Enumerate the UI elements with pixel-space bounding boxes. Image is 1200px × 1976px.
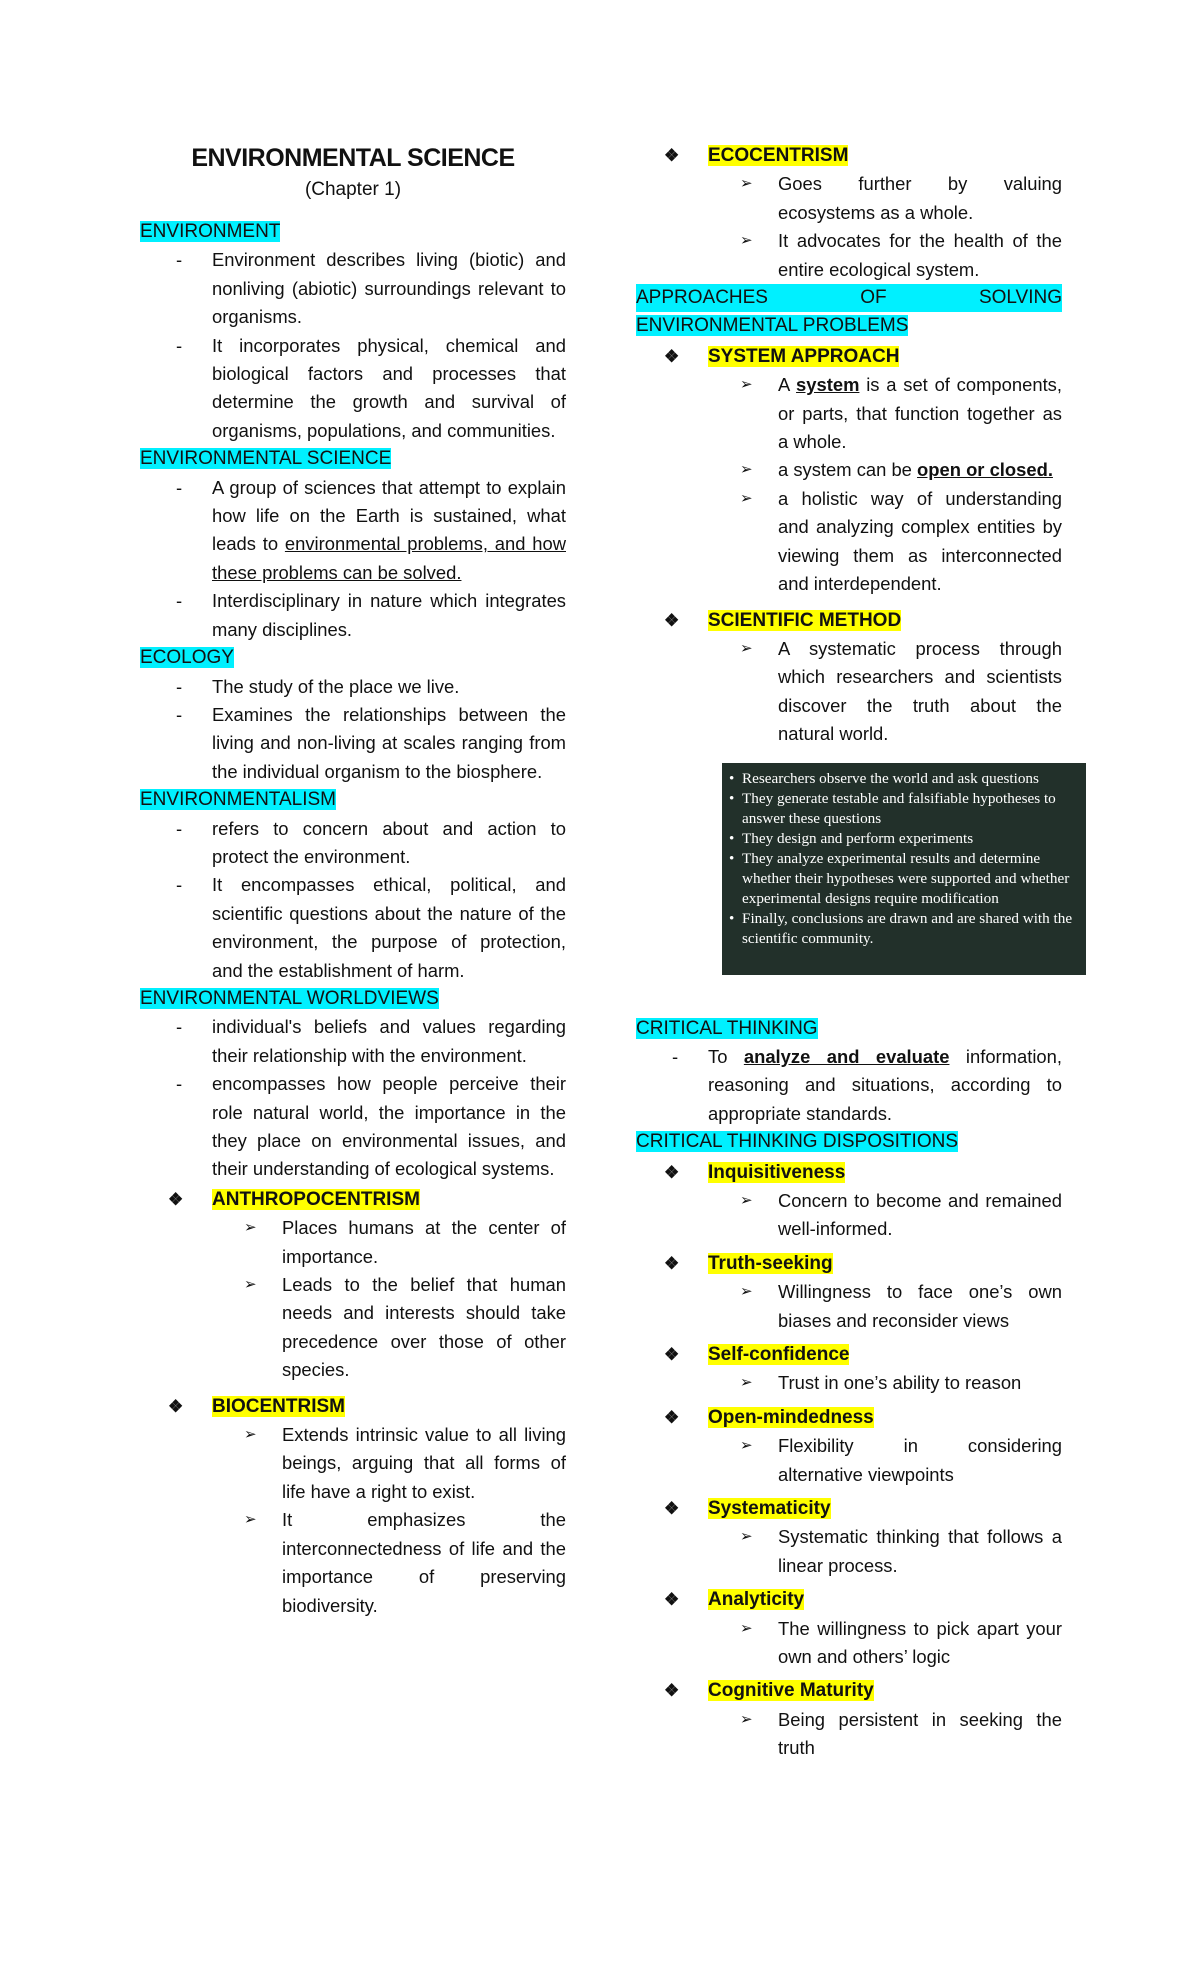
point-item: ➢ Goes further by valuing ecosystems as a whole. (636, 170, 1062, 227)
list-item: - It encompasses ethical, political, and scientific questions about the nature of the environment, the purpose of protection, and the establishment of harm. (140, 871, 566, 985)
point-item: ➢ Willingness to face one’s own biases and reconsider views (636, 1278, 1062, 1335)
subheading-scientific-method: ❖ SCIENTIFIC METHOD (636, 607, 1062, 635)
arrow-bullet-icon: ➢ (244, 1276, 257, 1294)
subheading-biocentrism: ❖ BIOCENTRISM (140, 1393, 566, 1421)
point-item: ➢ A system is a set of components, or parts, that function together as a whole. (636, 371, 1062, 456)
point-item: ➢ It emphasizes the interconnectedness of life and the importance of preserving biodiversity. (140, 1506, 566, 1620)
section-heading-dispositions: CRITICAL THINKING DISPOSITIONS (636, 1131, 958, 1153)
point-item: ➢ a holistic way of understanding and analyzing complex entities by viewing them as interconnected and interdependent. (636, 485, 1062, 599)
arrow-bullet-icon: ➢ (740, 1619, 753, 1637)
section-heading-worldviews: ENVIRONMENTAL WORLDVIEWS (140, 987, 439, 1009)
subheading-disposition: ❖ Open-mindedness (636, 1404, 1062, 1432)
subheading-system-approach: ❖ SYSTEM APPROACH (636, 343, 1062, 371)
diamond-bullet-icon: ❖ (168, 1189, 184, 1209)
section-heading-environmental-science: ENVIRONMENTAL SCIENCE (140, 448, 392, 470)
diamond-bullet-icon: ❖ (664, 1162, 680, 1182)
diamond-bullet-icon: ❖ (168, 1396, 184, 1416)
point-item: ➢ Systematic thinking that follows a linear process. (636, 1523, 1062, 1580)
diamond-bullet-icon: ❖ (664, 346, 680, 366)
point-item: ➢ Flexibility in considering alternative viewpoints (636, 1432, 1062, 1489)
arrow-bullet-icon: ➢ (244, 1426, 257, 1444)
diamond-bullet-icon: ❖ (664, 1407, 680, 1427)
arrow-bullet-icon: ➢ (740, 1710, 753, 1728)
box-list-item: • They generate testable and falsifiable hypotheses to answer these questions (726, 789, 1082, 829)
point-item: ➢ Places humans at the center of importance. (140, 1214, 566, 1271)
point-item: ➢ Concern to become and remained well-informed. (636, 1187, 1062, 1244)
subheading-disposition: ❖ Truth-seeking (636, 1250, 1062, 1278)
arrow-bullet-icon: ➢ (244, 1511, 257, 1529)
diamond-bullet-icon: ❖ (664, 1253, 680, 1273)
right-column (636, 140, 1073, 1763)
list-item: - encompasses how people perceive their role natural world, the importance in the they place on environmental issues, and their understanding of ecological systems. (140, 1070, 566, 1184)
list-item: - Interdisciplinary in nature which integrates many disciplines. (140, 587, 566, 644)
diamond-bullet-icon: ❖ (664, 1590, 680, 1610)
section-heading-environmentalism: ENVIRONMENTALISM (140, 789, 337, 811)
point-item: ➢ Leads to the belief that human needs and interests should take precedence over those of other species. (140, 1271, 566, 1385)
subheading-disposition: ❖ Analyticity (636, 1586, 1062, 1614)
arrow-bullet-icon: ➢ (740, 1283, 753, 1301)
list-item: - individual's beliefs and values regarding their relationship with the environment. (140, 1013, 566, 1070)
point-item: ➢ Trust in one’s ability to reason (636, 1369, 1062, 1397)
list-item: - The study of the place we live. (140, 673, 566, 701)
point-item: ➢ It advocates for the health of the entire ecological system. (636, 227, 1062, 284)
arrow-bullet-icon: ➢ (740, 232, 753, 250)
diamond-bullet-icon: ❖ (664, 1499, 680, 1519)
subheading-ecocentrism: ❖ ECOCENTRISM (636, 142, 1062, 170)
list-item: - Examines the relationships between the living and non-living at scales ranging from the individual organism to the biosphere. (140, 701, 566, 786)
diamond-bullet-icon: ❖ (664, 1681, 680, 1701)
point-item: ➢ Being persistent in seeking the truth (636, 1706, 1062, 1763)
diamond-bullet-icon: ❖ (664, 146, 680, 165)
document-subtitle: (Chapter 1) (304, 179, 402, 200)
point-item: ➢ A systematic process through which researchers and scientists discover the truth about the natural world. (636, 635, 1062, 749)
arrow-bullet-icon: ➢ (740, 1191, 753, 1209)
subheading-anthropocentrism: ❖ ANTHROPOCENTRISM (140, 1186, 566, 1214)
arrow-bullet-icon: ➢ (244, 1219, 257, 1237)
arrow-bullet-icon: ➢ (740, 639, 753, 657)
point-item: ➢ The willingness to pick apart your own and others’ logic (636, 1615, 1062, 1672)
section-heading-critical-thinking: CRITICAL THINKING (636, 1017, 818, 1039)
subheading-disposition: ❖ Cognitive Maturity (636, 1677, 1062, 1705)
list-item: - refers to concern about and action to protect the environment. (140, 815, 566, 872)
list-item: - It incorporates physical, chemical and biological factors and processes that determine the growth and survival of organisms, populations, and communities. (140, 332, 566, 446)
arrow-bullet-icon: ➢ (740, 1374, 753, 1392)
subheading-disposition: ❖ Self-confidence (636, 1341, 1062, 1369)
document-title: ENVIRONMENTAL SCIENCE (191, 144, 515, 172)
section-heading-approaches: APPROACHES OF SOLVING ENVIRONMENTAL PROBLEMS (636, 284, 1062, 341)
subheading-disposition: ❖ Inquisitiveness (636, 1159, 1062, 1187)
list-item: - A group of sciences that attempt to explain how life on the Earth is sustained, what leads to environmental problems, and how these problems can be solved. (140, 474, 566, 588)
box-list-item: • They design and perform experiments (726, 829, 1082, 849)
scientific-method-steps-box (722, 763, 1086, 975)
diamond-bullet-icon: ❖ (664, 610, 680, 630)
section-heading-ecology: ECOLOGY (140, 647, 234, 669)
box-list-item: • Researchers observe the world and ask questions (726, 769, 1082, 789)
list-item: - Environment describes living (biotic) and nonliving (abiotic) surroundings relevant to organisms. (140, 246, 566, 331)
left-column (140, 140, 566, 1620)
box-list-item: • Finally, conclusions are drawn and are shared with the scientific community. (726, 909, 1082, 949)
list-item: - To analyze and evaluate information, reasoning and situations, according to appropriate standards. (636, 1043, 1062, 1128)
point-item: ➢ a system can be open or closed. (636, 456, 1062, 484)
arrow-bullet-icon: ➢ (740, 461, 753, 479)
arrow-bullet-icon: ➢ (740, 376, 753, 394)
arrow-bullet-icon: ➢ (740, 1528, 753, 1546)
point-item: ➢ Extends intrinsic value to all living beings, arguing that all forms of life have a right to exist. (140, 1421, 566, 1506)
section-heading-environment: ENVIRONMENT (140, 221, 281, 242)
arrow-bullet-icon: ➢ (740, 489, 753, 507)
arrow-bullet-icon: ➢ (740, 175, 753, 193)
box-list-item: • They analyze experimental results and determine whether their hypotheses were supported and whether experimental designs require modification (726, 849, 1082, 909)
subheading-disposition: ❖ Systematicity (636, 1495, 1062, 1523)
diamond-bullet-icon: ❖ (664, 1345, 680, 1364)
arrow-bullet-icon: ➢ (740, 1437, 753, 1455)
